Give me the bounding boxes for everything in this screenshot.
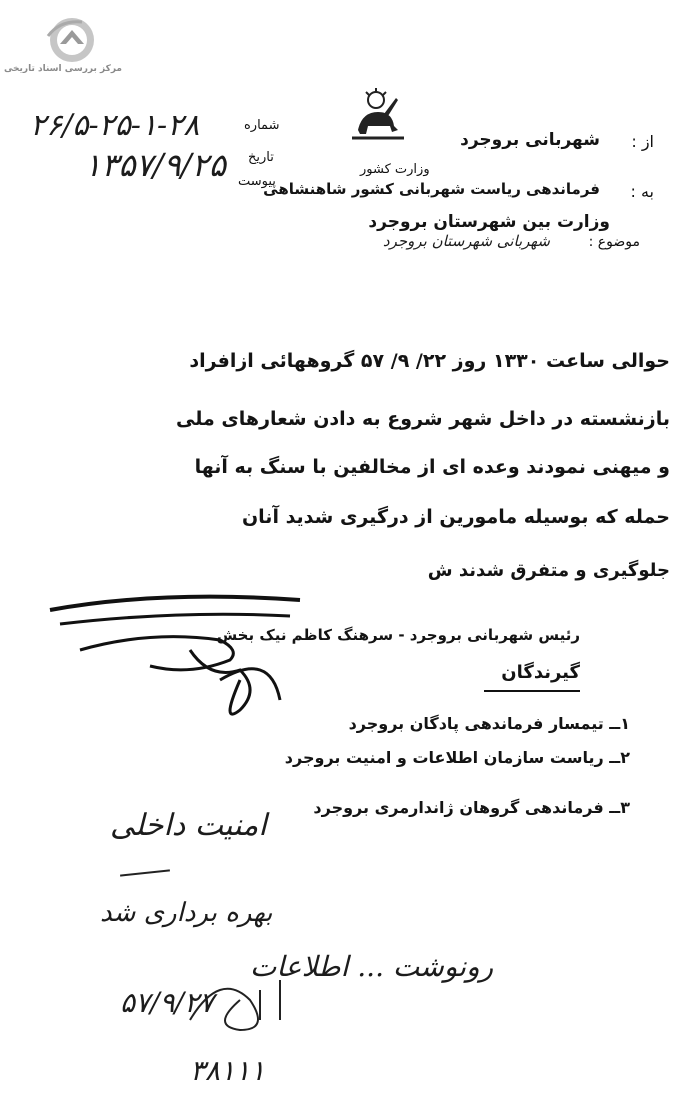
body-line-4: حمله که بوسیله مامورین از درگیری شدید آنان xyxy=(241,506,670,528)
recipients-heading: گیرندگان xyxy=(501,662,580,683)
annotation-exploited: بهره برداری شد xyxy=(100,898,273,928)
reference-number-label: شماره xyxy=(244,118,280,133)
from-value: شهربانی بروجرد xyxy=(460,130,600,150)
recipient-item-2: ۲ــ ریاست سازمان اطلاعات و امنیت بروجرد xyxy=(284,748,630,767)
handwritten-signature xyxy=(40,580,360,730)
recipient-item-3: ۳ــ فرماندهی گروهان ژاندارمری بروجرد xyxy=(313,798,630,817)
body-line-3: و میهنی نمودند وعده ای از مخالفین با سنگ به آنها xyxy=(194,456,670,478)
subject-label: موضوع : xyxy=(588,234,640,250)
reference-date-value: ۱۳۵۷/۹/۲۵ xyxy=(84,146,226,184)
archive-logo xyxy=(38,14,102,70)
annotation-scribble xyxy=(180,960,340,1040)
lion-and-sun-emblem xyxy=(348,86,408,144)
annotation-internal-security: امنیت داخلی xyxy=(110,808,267,843)
reference-date-label: تاریخ xyxy=(248,150,274,165)
to-label: به : xyxy=(630,182,654,201)
annotation-number: ۳۸۱۱۱ xyxy=(190,1054,266,1087)
emblem-icon xyxy=(348,86,408,144)
annotation-date: ۵۷/۹/۲۷ xyxy=(120,986,215,1019)
to-value: فرماندهی ریاست شهربانی کشور شاهنشاهی xyxy=(263,180,600,198)
annotation-copy-line: رونوشت ... اطلاعات xyxy=(250,950,494,983)
recipients-heading-underline xyxy=(484,690,580,692)
body-line-1: حوالی ساعت ۱۳۳۰ روز ۲۲/ ۹/ ۵۷ گروهها‌ئی ازافراد xyxy=(189,350,670,372)
body-line-5: جلوگیری و متفرق شدند ش xyxy=(427,560,670,581)
recipient-item-1: ۱ــ تیمسار فرماندهی پادگان بروجرد xyxy=(348,714,630,733)
ministry-label: وزارت کشور xyxy=(360,162,430,177)
archive-logo-text: مرکز بررسی اسناد تاریخی xyxy=(3,64,122,74)
signature-title: رئیس شهربانی بروجرد - سرهنگ کاظم نیک بخش xyxy=(216,626,580,644)
reference-attachment-label: پیوست xyxy=(238,174,276,189)
subject-value: شهربانی شهرستان بروجرد xyxy=(382,232,550,250)
from-label: از : xyxy=(631,132,654,151)
to-continuation: وزارت بین شهرستان بروجرد xyxy=(368,212,610,232)
annotation-stroke xyxy=(120,869,170,876)
reference-number-value: ۲۶/۵-۲۵-۱-۲۸ xyxy=(30,108,200,143)
archive-logo-icon xyxy=(38,14,102,70)
body-line-2: بازنشسته در داخل شهر شروع به دادن شعارهای ملی xyxy=(176,408,670,430)
